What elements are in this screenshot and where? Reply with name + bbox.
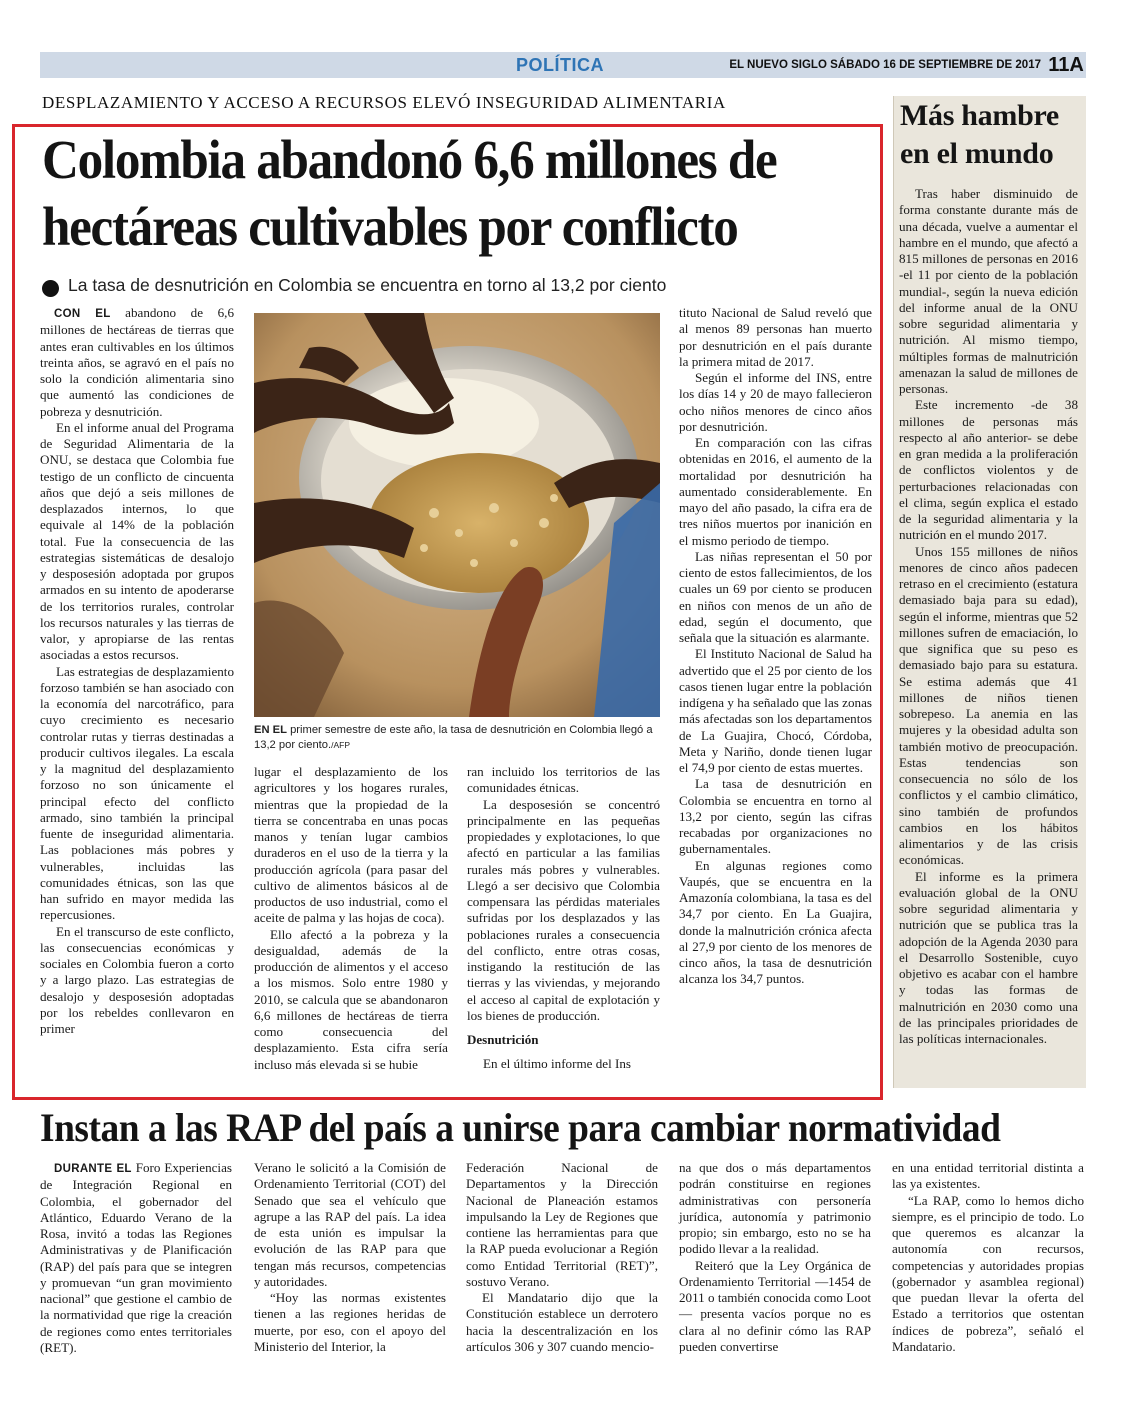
article-paragraph: En el último informe del Ins (483, 1056, 632, 1072)
article-column-4 (679, 305, 872, 988)
sidebar-paragraph: Tras haber disminuido de forma constante durante más de una década, vuelve a aumentar el hambre en el mundo, que afectó a 815 millones de personas en 2016 -el 11 por ciento de la población mundial-, según la nueva edición del informe anual de la ONU sobre seguridad alimentaria y nutrición. Al mismo tiempo, múltiples formas de malnutrición amenazan la salud de millones de personas. (899, 186, 1078, 396)
article-column-1 (40, 305, 234, 1037)
photo-credit: /AFP (331, 740, 351, 750)
lead-word: CON EL (54, 308, 111, 320)
sidebar-title: Más hambre en el mundo (900, 99, 1059, 170)
article-paragraph: En algunas regiones como Vaupés, que se encuentra en la Amazonía colombiana, la tasa es del 34,7 por ciento. En La Guajira, donde la malnutrición crónica afecta al 27,9 por ciento de los menores de cinco años, la tasa de desnutrición alcanza los 34,7 puntos. (679, 857, 872, 987)
section-name: POLÍTICA (516, 55, 604, 75)
folio-line: EL NUEVO SIGLO SÁBADO 16 DE SEPTIEMBRE DE 2017 (729, 59, 1041, 71)
continued-text: En el transcurso de este conflicto, las consecuencias económicas y sociales en Colombia fueron a corto y a largo plazo. Las estrategias de desalojo y desposesión adoptadas por los rebeldes conllevaron en primer (40, 923, 234, 1036)
subheadline: La tasa de desnutrición en Colombia se encuentra en torno al 13,2 por ciento (68, 275, 667, 295)
second-column-5 (892, 1160, 1084, 1355)
article-paragraph: “La RAP, como lo hemos dicho siempre, es el principio de todo. Lo que queremos es alcanzar la autonomía con recursos, competencias y autoridades propias (gobernador y asamblea regional) que puedan llevar la oferta del Estado a territorios que ostentan índices de pobreza”, señaló el Mandatario. (892, 1192, 1084, 1354)
page-number: 11A (1048, 54, 1084, 76)
second-column-2 (254, 1160, 446, 1355)
second-headline: Instan a las RAP del país a unirse para cambiar normatividad (40, 1105, 1001, 1150)
sidebar-paragraph: El informe es la primera evaluación global de la ONU sobre seguridad alimentaria y nutrición que se publica tras la adopción de la Agenda 2030 para el Desarrollo Sostenible, cuyo objetivo es acabar con el hambre y todas las formas de malnutrición en 2030 como una de las principales prioridades de las políticas internacionales. (899, 868, 1078, 1046)
article-paragraph: El Mandatario dijo que la Constitución establece un derrotero hacia la descentralización en los artículos 306 y 307 cuando mencio- (466, 1290, 658, 1354)
article-column-2 (254, 764, 448, 1073)
article-paragraph: El Instituto Nacional de Salud ha advertido que el 25 por ciento de los casos tienen lugar entre la población indígena y ha señalado que las zonas más afectadas son los departamentos de La Guajira, Chocó, Córdoba, Meta y Nariño, donde tienen lugar el 74,9 por ciento de estas muertes. (679, 646, 872, 775)
caption-text: primer semestre de este año, la tasa de desnutrición en Colombia llegó a 13,2 por ciento. (254, 724, 653, 751)
article-paragraph: Federación Nacional de Departamentos y la Dirección Nacional de Planeación estamos impulsando la Ley de Regiones que contiene las herramientas para que la RAP pueda evolucionar a Región como Entidad Territorial (RET)”, sostuvo Verano. (466, 1160, 658, 1289)
article-paragraph: “Hoy las normas existentes tienen a las regiones heridas de muerte, por eso, con el apoyo del Ministerio del Interior, la (254, 1290, 446, 1354)
article-column-3 (467, 764, 660, 1073)
article-paragraph: En el informe anual del Programa de Seguridad Alimentaria de la ONU, se destaca que Colombia fue testigo de un conflicto de cincuenta años que dejó a seis millones de desplazados internos, lo que equivale al 14% de la población total. Fue la consecuencia de las estrategias sistemáticas de desalojo y desposesión adoptada por grupos armados en su intento de apoderarse de los territorios rurales, controlar los recursos naturales y las tierras de valor, y apropiarse de las rentas asociadas a estos recursos. (40, 419, 234, 663)
article-paragraph: lugar el desplazamiento de los agricultores y los hogares rurales, mientras que la propiedad de la tierra se concentraba en unas pocas manos y tenían lugar cambios duraderos en el uso de la tierra y la producción agrícola (para pasar del cultivo de alimentos básicos al de productos de uso industrial, como el aceite de palma y las hojas de coca). (254, 764, 448, 926)
article-paragraph: Las niñas representan el 50 por ciento de estos fallecimientos, de los cuales un 69 por ciento se producen en niños con menos de un año de edad, según el documento, que señala que la situación es alarmante. (679, 548, 872, 645)
sidebar-paragraph: Este incremento -de 38 millones de personas más respecto al año anterior- se debe en gran medida a la proliferación de conflictos violentos y de perturbaciones relacionadas con el clima, según explica el estado de la seguridad alimentaria y la nutrición en el mundo 2017. (899, 397, 1078, 543)
article-paragraph: tituto Nacional de Salud reveló que al menos 89 personas han muerto por desnutrición en el país durante la primera mitad de 2017. (679, 305, 872, 369)
article-paragraph: Reiteró que la Ley Orgánica de Ordenamiento Territorial —1454 de 2011 o también conocida como Loot— presenta vacíos porque no es clara al no definir cómo las RAP pueden convertirse (679, 1257, 871, 1354)
article-paragraph: CON EL abandono de 6,6 millones de hectáreas de tierras que antes eran cultivables en los últimos treinta años, se agravó en el país no solo la condición alimentaria sino que aumentó las condiciones de pobreza y desnutrición. (40, 305, 234, 419)
sidebar-paragraph: Unos 155 millones de niños menores de cinco años padecen retraso en el crecimiento (estatura demasiado baja para su edad), según el informe, mientras que 52 millones sufren de emaciación, lo que significa que su peso es demasiado bajo para su estatura. Se estima además que 41 millones de niños tienen sobrepeso. La anemia en las mujeres y la obesidad adulta son también motivo de preocupación. Estas tendencias son consecuencia no sólo de los conflictos y el cambio climático, sino también de profundos cambios en los hábitos alimentarios y de las crisis económicas. (899, 543, 1078, 868)
food-bowl-photo (254, 313, 660, 717)
article-paragraph: Verano le solicitó a la Comisión de Ordenamiento Territorial (COT) del Senado que sea el vehículo que agrupe a las RAP del país. La idea de esta unión es impulsar la evolución de las RAP para que tengan más recursos, competencias y autoridades. (254, 1160, 446, 1289)
bullet-icon (42, 280, 59, 297)
article-paragraph: DURANTE EL Foro Experiencias de Integración Regional en Colombia, el gobernador del Atlántico, Eduardo Verano de la Rosa, invitó a todas las Regiones Administrativas y de Planificación (RAP) del país para que se integren y promuevan “un gran movimiento nacional” que gestione el cambio de la normatividad que rige la creación de regiones como entes territoriales (RET). (40, 1160, 232, 1355)
lead-word: DURANTE EL (54, 1163, 132, 1175)
caption-lead: EN EL (254, 724, 287, 736)
article-paragraph (40, 924, 234, 1038)
second-column-1 (40, 1160, 232, 1356)
kicker: DESPLAZAMIENTO Y ACCESO A RECURSOS ELEVÓ INSEGURIDAD ALIMENTARIA (42, 93, 726, 112)
article-paragraph: ran incluido los territorios de las comunidades étnicas. (467, 764, 660, 796)
article-paragraph: Las estrategias de desplazamiento forzoso también se han asociado con la economía del narcotráfico, para cuyo crecimiento es necesario controlar rutas y tierras destinadas a producir cultivos ilegales. La escala y la magnitud del desplazamiento forzoso no son únicamente el principal efecto del conflicto armado, sino también la principal fuente de inseguridad alimentaria. Las poblaciones más pobres y vulnerables, incluidas las comunidades étnicas, son las que han sufrido en mayor medida las repercusiones. (40, 663, 234, 923)
article-paragraph: La desposesión se concentró principalmente en las pequeñas propiedades y explotaciones, lo que afectó en particular a las familias rurales más pobres y vulnerables. Llegó a ser decisivo que Colombia compensara las pérdidas materiales sufridas por los desplazados y las poblaciones rurales a consecuencia del conflicto, entre otras cosas, instigando la restitución de las tierras y las viviendas, y mejorando el acceso al capital de explotación y los bienes de producción. (467, 796, 660, 1023)
article-paragraph: en una entidad territorial distinta a las ya existentes. (892, 1160, 1084, 1192)
photo-caption (254, 723, 660, 753)
headline: Colombia abandonó 6,6 millones de hectáreas cultivables por conflicto (42, 129, 777, 257)
article-paragraph: La tasa de desnutrición en Colombia se encuentra en torno al 13,2 por ciento, según las cifras recabadas por organizaciones no gubernamentales. (679, 776, 872, 857)
second-column-4 (679, 1160, 871, 1355)
article-paragraph: na que dos o más departamentos podrán constituirse en regiones administrativas con personería jurídica, autonomía y patrimonio propio; sin embargo, esto no se ha podido llevar a la realidad. (679, 1160, 871, 1257)
photo (254, 313, 660, 717)
second-column-3 (466, 1160, 658, 1355)
subheading: Desnutrición (467, 1032, 539, 1047)
article-paragraph: En comparación con las cifras obtenidas en 2016, el aumento de la mortalidad por desnutrición ha aumentado considerablemente. En mayo del año pasado, la cifra era de tres niños muertos por inanición en el mismo periodo de tiempo. (679, 435, 872, 548)
sidebar-text (899, 186, 1078, 1047)
article-paragraph: Ello afectó a la pobreza y la desigualdad, además de la producción de alimentos y el acceso a los mismos. Solo entre 1980 y 2010, se calcula que se abandonaron 6,6 millones de hectáreas de tierra como consecuencia del desplazamiento. Esta cifra sería incluso más elevada si se hubie (254, 926, 448, 1072)
article-paragraph: Según el informe del INS, entre los días 14 y 20 de mayo fallecieron ocho niños menores de cinco años por desnutrición. (679, 370, 872, 434)
